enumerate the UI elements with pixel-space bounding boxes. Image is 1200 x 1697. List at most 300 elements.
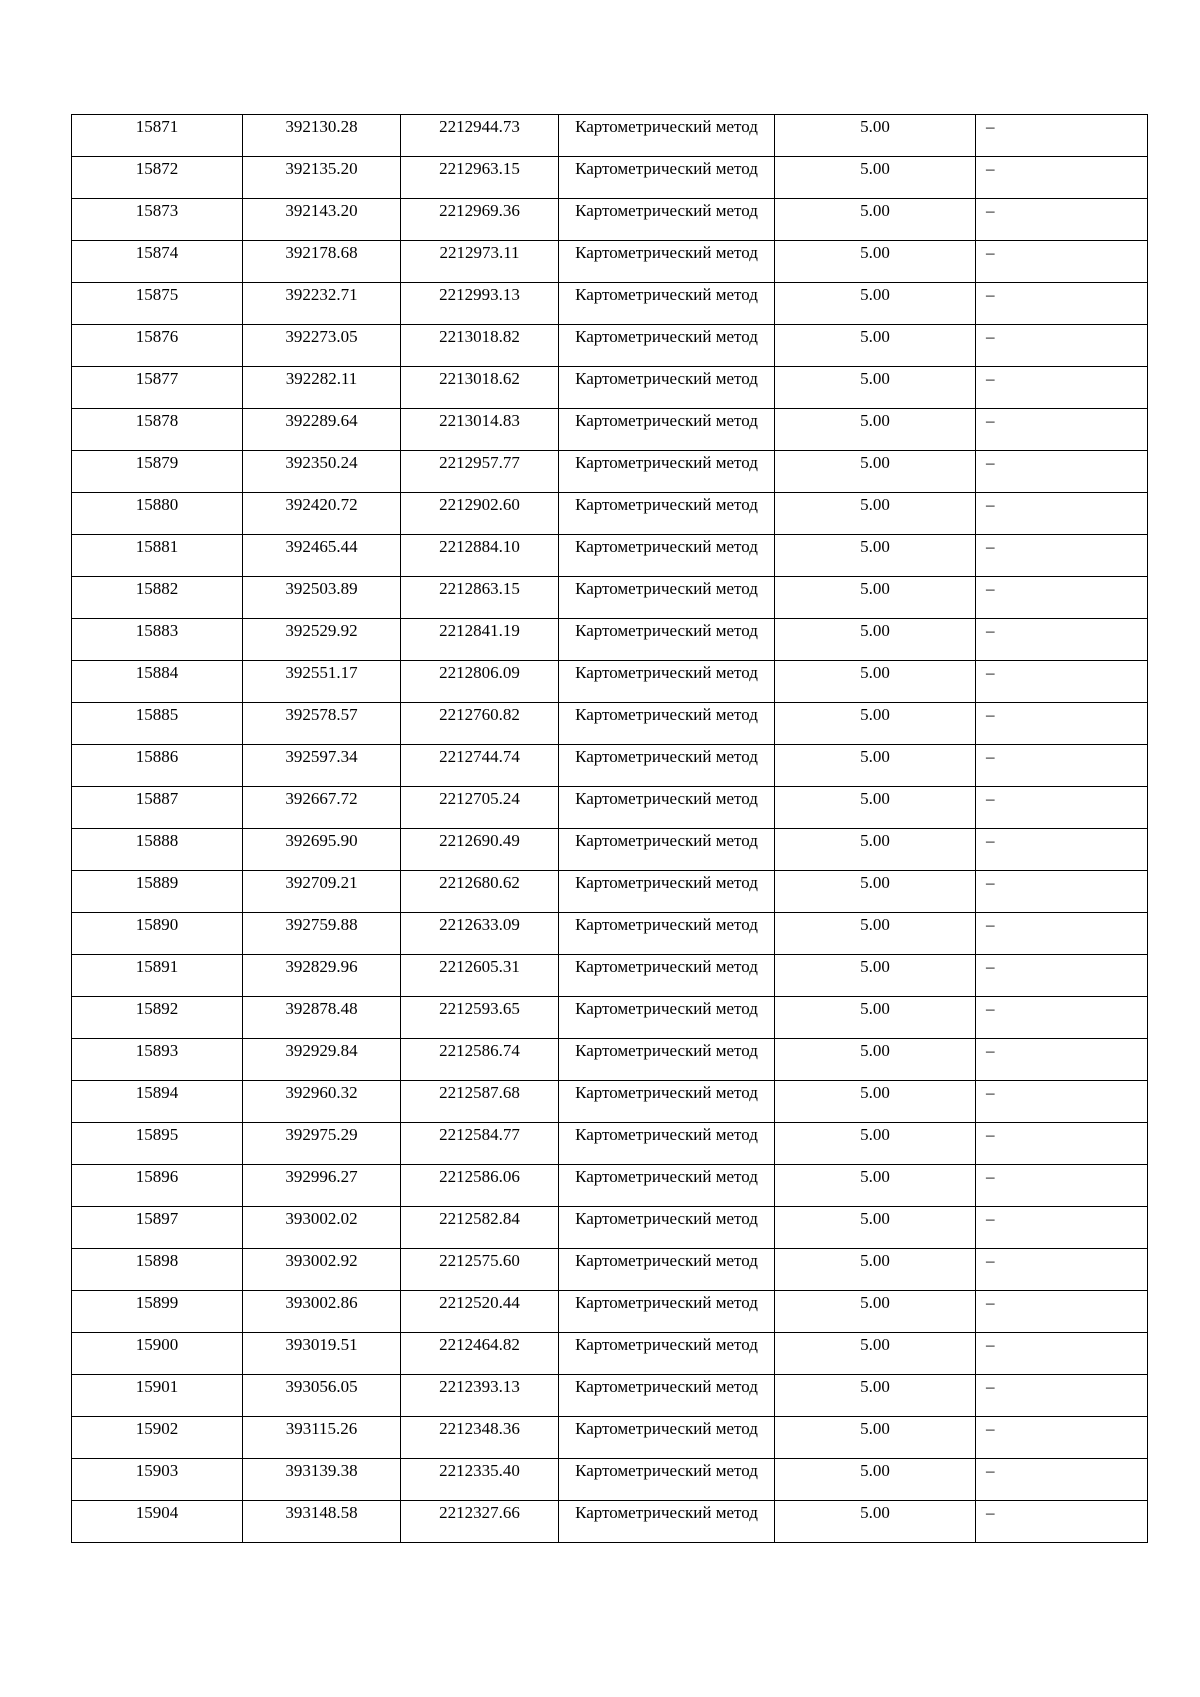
accuracy-cell — [775, 325, 976, 367]
method-text: Картометрический метод — [575, 1461, 758, 1480]
method-text: Картометрический метод — [575, 663, 758, 682]
y-coordinate-cell — [401, 1417, 559, 1459]
accuracy-text: 5.00 — [860, 1293, 890, 1312]
x-coordinate-text: 392878.48 — [285, 999, 358, 1018]
method-text: Картометрический метод — [575, 621, 758, 640]
table-row — [72, 787, 1148, 829]
method-text: Картометрический метод — [575, 789, 758, 808]
table-row — [72, 1375, 1148, 1417]
note-cell — [976, 1417, 1148, 1459]
y-coordinate-cell — [401, 829, 559, 871]
x-coordinate-text: 393019.51 — [285, 1335, 358, 1354]
method-text: Картометрический метод — [575, 831, 758, 850]
point-number-text: 15896 — [135, 1167, 179, 1186]
x-coordinate-cell — [243, 1501, 401, 1543]
method-cell — [559, 997, 775, 1039]
y-coordinate-cell — [401, 661, 559, 703]
y-coordinate-cell — [401, 619, 559, 661]
x-coordinate-text: 393148.58 — [285, 1503, 358, 1522]
x-coordinate-text: 392960.32 — [285, 1083, 358, 1102]
method-text: Картометрический метод — [575, 1293, 758, 1312]
method-cell — [559, 955, 775, 997]
table-row — [72, 1249, 1148, 1291]
point-number-cell — [72, 1459, 243, 1501]
x-coordinate-cell — [243, 913, 401, 955]
x-coordinate-cell — [243, 115, 401, 157]
y-coordinate-cell — [401, 1165, 559, 1207]
note-text: – — [986, 1125, 995, 1144]
note-text: – — [986, 411, 995, 430]
coordinates-table-body — [72, 115, 1148, 1543]
point-number-text: 15871 — [135, 117, 179, 136]
point-number-text: 15879 — [135, 453, 179, 472]
note-text: – — [986, 1377, 995, 1396]
x-coordinate-text: 392503.89 — [285, 579, 358, 598]
method-cell — [559, 787, 775, 829]
y-coordinate-cell — [401, 1501, 559, 1543]
table-row — [72, 997, 1148, 1039]
accuracy-text: 5.00 — [860, 1377, 890, 1396]
accuracy-cell — [775, 577, 976, 619]
y-coordinate-text: 2212760.82 — [439, 705, 520, 724]
y-coordinate-cell — [401, 1123, 559, 1165]
note-cell — [976, 829, 1148, 871]
note-cell — [976, 409, 1148, 451]
table-row — [72, 871, 1148, 913]
method-cell — [559, 157, 775, 199]
method-text: Картометрический метод — [575, 957, 758, 976]
table-row — [72, 325, 1148, 367]
x-coordinate-text: 392130.28 — [285, 117, 358, 136]
table-row — [72, 1501, 1148, 1543]
note-text: – — [986, 999, 995, 1018]
accuracy-cell — [775, 1249, 976, 1291]
accuracy-text: 5.00 — [860, 369, 890, 388]
y-coordinate-text: 2212744.74 — [439, 747, 520, 766]
note-cell — [976, 871, 1148, 913]
point-number-text: 15875 — [135, 285, 179, 304]
method-text: Картометрический метод — [575, 117, 758, 136]
note-text: – — [986, 1335, 995, 1354]
point-number-text: 15886 — [135, 747, 179, 766]
point-number-text: 15895 — [135, 1125, 179, 1144]
method-cell — [559, 1123, 775, 1165]
point-number-text: 15885 — [135, 705, 179, 724]
y-coordinate-cell — [401, 871, 559, 913]
note-text: – — [986, 957, 995, 976]
note-cell — [976, 1165, 1148, 1207]
method-text: Картометрический метод — [575, 495, 758, 514]
method-cell — [559, 1417, 775, 1459]
point-number-text: 15872 — [135, 159, 179, 178]
note-text: – — [986, 621, 995, 640]
note-cell — [976, 325, 1148, 367]
y-coordinate-cell — [401, 997, 559, 1039]
accuracy-text: 5.00 — [860, 243, 890, 262]
accuracy-cell — [775, 997, 976, 1039]
accuracy-cell — [775, 1417, 976, 1459]
accuracy-text: 5.00 — [860, 1041, 890, 1060]
point-number-text: 15878 — [135, 411, 179, 430]
x-coordinate-cell — [243, 1417, 401, 1459]
accuracy-cell — [775, 535, 976, 577]
x-coordinate-text: 392420.72 — [285, 495, 358, 514]
table-row — [72, 1333, 1148, 1375]
accuracy-cell — [775, 409, 976, 451]
note-cell — [976, 703, 1148, 745]
accuracy-cell — [775, 703, 976, 745]
accuracy-text: 5.00 — [860, 999, 890, 1018]
method-text: Картометрический метод — [575, 579, 758, 598]
table-row — [72, 1417, 1148, 1459]
accuracy-cell — [775, 1375, 976, 1417]
method-cell — [559, 1249, 775, 1291]
point-number-cell — [72, 199, 243, 241]
point-number-text: 15883 — [135, 621, 179, 640]
point-number-cell — [72, 493, 243, 535]
x-coordinate-text: 392529.92 — [285, 621, 358, 640]
accuracy-cell — [775, 1123, 976, 1165]
method-text: Картометрический метод — [575, 1335, 758, 1354]
note-text: – — [986, 747, 995, 766]
method-cell — [559, 325, 775, 367]
note-cell — [976, 1459, 1148, 1501]
accuracy-text: 5.00 — [860, 1503, 890, 1522]
x-coordinate-text: 392709.21 — [285, 873, 358, 892]
method-cell — [559, 1375, 775, 1417]
y-coordinate-cell — [401, 241, 559, 283]
note-cell — [976, 1333, 1148, 1375]
x-coordinate-cell — [243, 1459, 401, 1501]
point-number-cell — [72, 115, 243, 157]
method-cell — [559, 871, 775, 913]
note-cell — [976, 115, 1148, 157]
method-text: Картометрический метод — [575, 1125, 758, 1144]
y-coordinate-cell — [401, 493, 559, 535]
accuracy-text: 5.00 — [860, 747, 890, 766]
x-coordinate-text: 392289.64 — [285, 411, 358, 430]
y-coordinate-text: 2212593.65 — [439, 999, 520, 1018]
table-row — [72, 745, 1148, 787]
note-cell — [976, 535, 1148, 577]
method-text: Картометрический метод — [575, 999, 758, 1018]
y-coordinate-text: 2212605.31 — [439, 957, 520, 976]
x-coordinate-cell — [243, 619, 401, 661]
y-coordinate-text: 2212944.73 — [439, 117, 520, 136]
method-cell — [559, 1207, 775, 1249]
point-number-text: 15889 — [135, 873, 179, 892]
point-number-text: 15903 — [135, 1461, 179, 1480]
method-cell — [559, 199, 775, 241]
point-number-cell — [72, 745, 243, 787]
note-text: – — [986, 369, 995, 388]
note-cell — [976, 1375, 1148, 1417]
method-cell — [559, 1081, 775, 1123]
point-number-cell — [72, 619, 243, 661]
x-coordinate-cell — [243, 703, 401, 745]
note-text: – — [986, 1209, 995, 1228]
y-coordinate-text: 2212348.36 — [439, 1419, 520, 1438]
y-coordinate-cell — [401, 451, 559, 493]
x-coordinate-text: 393139.38 — [285, 1461, 358, 1480]
accuracy-cell — [775, 199, 976, 241]
accuracy-cell — [775, 1291, 976, 1333]
note-text: – — [986, 1503, 995, 1522]
note-cell — [976, 913, 1148, 955]
x-coordinate-cell — [243, 1039, 401, 1081]
note-text: – — [986, 1083, 995, 1102]
point-number-text: 15877 — [135, 369, 179, 388]
accuracy-text: 5.00 — [860, 327, 890, 346]
method-cell — [559, 745, 775, 787]
method-cell — [559, 493, 775, 535]
point-number-text: 15874 — [135, 243, 179, 262]
note-text: – — [986, 285, 995, 304]
y-coordinate-text: 2212575.60 — [439, 1251, 520, 1270]
method-text: Картометрический метод — [575, 1167, 758, 1186]
table-row — [72, 1039, 1148, 1081]
y-coordinate-cell — [401, 745, 559, 787]
x-coordinate-text: 392273.05 — [285, 327, 358, 346]
accuracy-text: 5.00 — [860, 1167, 890, 1186]
y-coordinate-cell — [401, 1039, 559, 1081]
note-cell — [976, 367, 1148, 409]
point-number-text: 15881 — [135, 537, 179, 556]
note-text: – — [986, 117, 995, 136]
x-coordinate-text: 392282.11 — [285, 369, 358, 388]
point-number-cell — [72, 703, 243, 745]
method-text: Картометрический метод — [575, 369, 758, 388]
y-coordinate-text: 2212586.74 — [439, 1041, 520, 1060]
note-text: – — [986, 873, 995, 892]
y-coordinate-cell — [401, 1081, 559, 1123]
point-number-text: 15900 — [135, 1335, 179, 1354]
accuracy-cell — [775, 619, 976, 661]
y-coordinate-text: 2212464.82 — [439, 1335, 520, 1354]
y-coordinate-cell — [401, 1333, 559, 1375]
point-number-cell — [72, 577, 243, 619]
table-row — [72, 157, 1148, 199]
x-coordinate-cell — [243, 871, 401, 913]
method-cell — [559, 535, 775, 577]
point-number-text: 15899 — [135, 1293, 179, 1312]
note-cell — [976, 451, 1148, 493]
method-text: Картометрический метод — [575, 159, 758, 178]
y-coordinate-text: 2212973.11 — [439, 243, 520, 262]
point-number-text: 15891 — [135, 957, 179, 976]
accuracy-text: 5.00 — [860, 831, 890, 850]
y-coordinate-cell — [401, 1459, 559, 1501]
accuracy-cell — [775, 157, 976, 199]
y-coordinate-text: 2212902.60 — [439, 495, 520, 514]
table-row — [72, 535, 1148, 577]
note-cell — [976, 283, 1148, 325]
accuracy-cell — [775, 745, 976, 787]
method-text: Картометрический метод — [575, 453, 758, 472]
accuracy-cell — [775, 661, 976, 703]
y-coordinate-text: 2212969.36 — [439, 201, 520, 220]
accuracy-cell — [775, 451, 976, 493]
x-coordinate-cell — [243, 745, 401, 787]
point-number-cell — [72, 283, 243, 325]
x-coordinate-text: 393115.26 — [285, 1419, 358, 1438]
y-coordinate-text: 2212705.24 — [439, 789, 520, 808]
x-coordinate-cell — [243, 955, 401, 997]
accuracy-cell — [775, 871, 976, 913]
y-coordinate-cell — [401, 409, 559, 451]
point-number-cell — [72, 661, 243, 703]
x-coordinate-cell — [243, 577, 401, 619]
x-coordinate-cell — [243, 661, 401, 703]
accuracy-text: 5.00 — [860, 1419, 890, 1438]
accuracy-cell — [775, 1333, 976, 1375]
point-number-text: 15901 — [135, 1377, 179, 1396]
note-cell — [976, 241, 1148, 283]
note-text: – — [986, 453, 995, 472]
accuracy-text: 5.00 — [860, 117, 890, 136]
accuracy-text: 5.00 — [860, 1251, 890, 1270]
method-cell — [559, 703, 775, 745]
table-row — [72, 115, 1148, 157]
table-row — [72, 367, 1148, 409]
y-coordinate-cell — [401, 1249, 559, 1291]
y-coordinate-cell — [401, 283, 559, 325]
y-coordinate-text: 2213018.82 — [439, 327, 520, 346]
note-text: – — [986, 831, 995, 850]
x-coordinate-cell — [243, 1123, 401, 1165]
x-coordinate-text: 392695.90 — [285, 831, 358, 850]
point-number-cell — [72, 241, 243, 283]
accuracy-text: 5.00 — [860, 957, 890, 976]
table-row — [72, 199, 1148, 241]
y-coordinate-cell — [401, 1291, 559, 1333]
x-coordinate-text: 392996.27 — [285, 1167, 358, 1186]
note-text: – — [986, 1251, 995, 1270]
accuracy-text: 5.00 — [860, 1083, 890, 1102]
method-cell — [559, 829, 775, 871]
table-row — [72, 577, 1148, 619]
accuracy-text: 5.00 — [860, 621, 890, 640]
y-coordinate-cell — [401, 787, 559, 829]
method-cell — [559, 1333, 775, 1375]
accuracy-text: 5.00 — [860, 789, 890, 808]
point-number-text: 15894 — [135, 1083, 179, 1102]
x-coordinate-text: 392465.44 — [285, 537, 358, 556]
x-coordinate-cell — [243, 367, 401, 409]
accuracy-text: 5.00 — [860, 1461, 890, 1480]
point-number-text: 15904 — [135, 1503, 179, 1522]
point-number-cell — [72, 1375, 243, 1417]
table-row — [72, 409, 1148, 451]
accuracy-text: 5.00 — [860, 1125, 890, 1144]
point-number-cell — [72, 1081, 243, 1123]
point-number-text: 15890 — [135, 915, 179, 934]
method-text: Картометрический метод — [575, 327, 758, 346]
accuracy-cell — [775, 1081, 976, 1123]
note-text: – — [986, 915, 995, 934]
y-coordinate-text: 2212841.19 — [439, 621, 520, 640]
accuracy-text: 5.00 — [860, 537, 890, 556]
accuracy-cell — [775, 367, 976, 409]
note-cell — [976, 577, 1148, 619]
x-coordinate-cell — [243, 829, 401, 871]
x-coordinate-cell — [243, 1249, 401, 1291]
note-text: – — [986, 1461, 995, 1480]
x-coordinate-cell — [243, 1165, 401, 1207]
note-text: – — [986, 495, 995, 514]
y-coordinate-cell — [401, 913, 559, 955]
method-text: Картометрический метод — [575, 201, 758, 220]
table-row — [72, 1123, 1148, 1165]
x-coordinate-cell — [243, 157, 401, 199]
y-coordinate-text: 2212520.44 — [439, 1293, 520, 1312]
point-number-text: 15876 — [135, 327, 179, 346]
method-text: Картометрический метод — [575, 915, 758, 934]
method-cell — [559, 115, 775, 157]
accuracy-cell — [775, 1459, 976, 1501]
y-coordinate-cell — [401, 325, 559, 367]
note-text: – — [986, 1167, 995, 1186]
point-number-text: 15882 — [135, 579, 179, 598]
point-number-cell — [72, 1165, 243, 1207]
note-cell — [976, 1291, 1148, 1333]
note-cell — [976, 661, 1148, 703]
y-coordinate-cell — [401, 199, 559, 241]
point-number-cell — [72, 367, 243, 409]
method-cell — [559, 283, 775, 325]
table-row — [72, 493, 1148, 535]
point-number-cell — [72, 409, 243, 451]
accuracy-cell — [775, 829, 976, 871]
method-cell — [559, 409, 775, 451]
method-text: Картометрический метод — [575, 1503, 758, 1522]
y-coordinate-cell — [401, 367, 559, 409]
point-number-cell — [72, 997, 243, 1039]
note-cell — [976, 493, 1148, 535]
point-number-text: 15902 — [135, 1419, 179, 1438]
point-number-text: 15880 — [135, 495, 179, 514]
method-cell — [559, 1165, 775, 1207]
x-coordinate-text: 393002.92 — [285, 1251, 358, 1270]
x-coordinate-cell — [243, 241, 401, 283]
point-number-text: 15898 — [135, 1251, 179, 1270]
method-cell — [559, 661, 775, 703]
point-number-cell — [72, 787, 243, 829]
table-row — [72, 1459, 1148, 1501]
accuracy-text: 5.00 — [860, 1335, 890, 1354]
note-cell — [976, 157, 1148, 199]
note-cell — [976, 745, 1148, 787]
method-text: Картометрический метод — [575, 1377, 758, 1396]
accuracy-cell — [775, 241, 976, 283]
method-cell — [559, 241, 775, 283]
point-number-cell — [72, 1501, 243, 1543]
table-row — [72, 829, 1148, 871]
x-coordinate-text: 392143.20 — [285, 201, 358, 220]
point-number-text: 15893 — [135, 1041, 179, 1060]
method-cell — [559, 367, 775, 409]
method-cell — [559, 1039, 775, 1081]
x-coordinate-cell — [243, 325, 401, 367]
y-coordinate-text: 2212582.84 — [439, 1209, 520, 1228]
point-number-cell — [72, 1291, 243, 1333]
y-coordinate-cell — [401, 1207, 559, 1249]
table-row — [72, 1291, 1148, 1333]
y-coordinate-text: 2212584.77 — [439, 1125, 520, 1144]
y-coordinate-text: 2212690.49 — [439, 831, 520, 850]
accuracy-cell — [775, 913, 976, 955]
note-text: – — [986, 201, 995, 220]
